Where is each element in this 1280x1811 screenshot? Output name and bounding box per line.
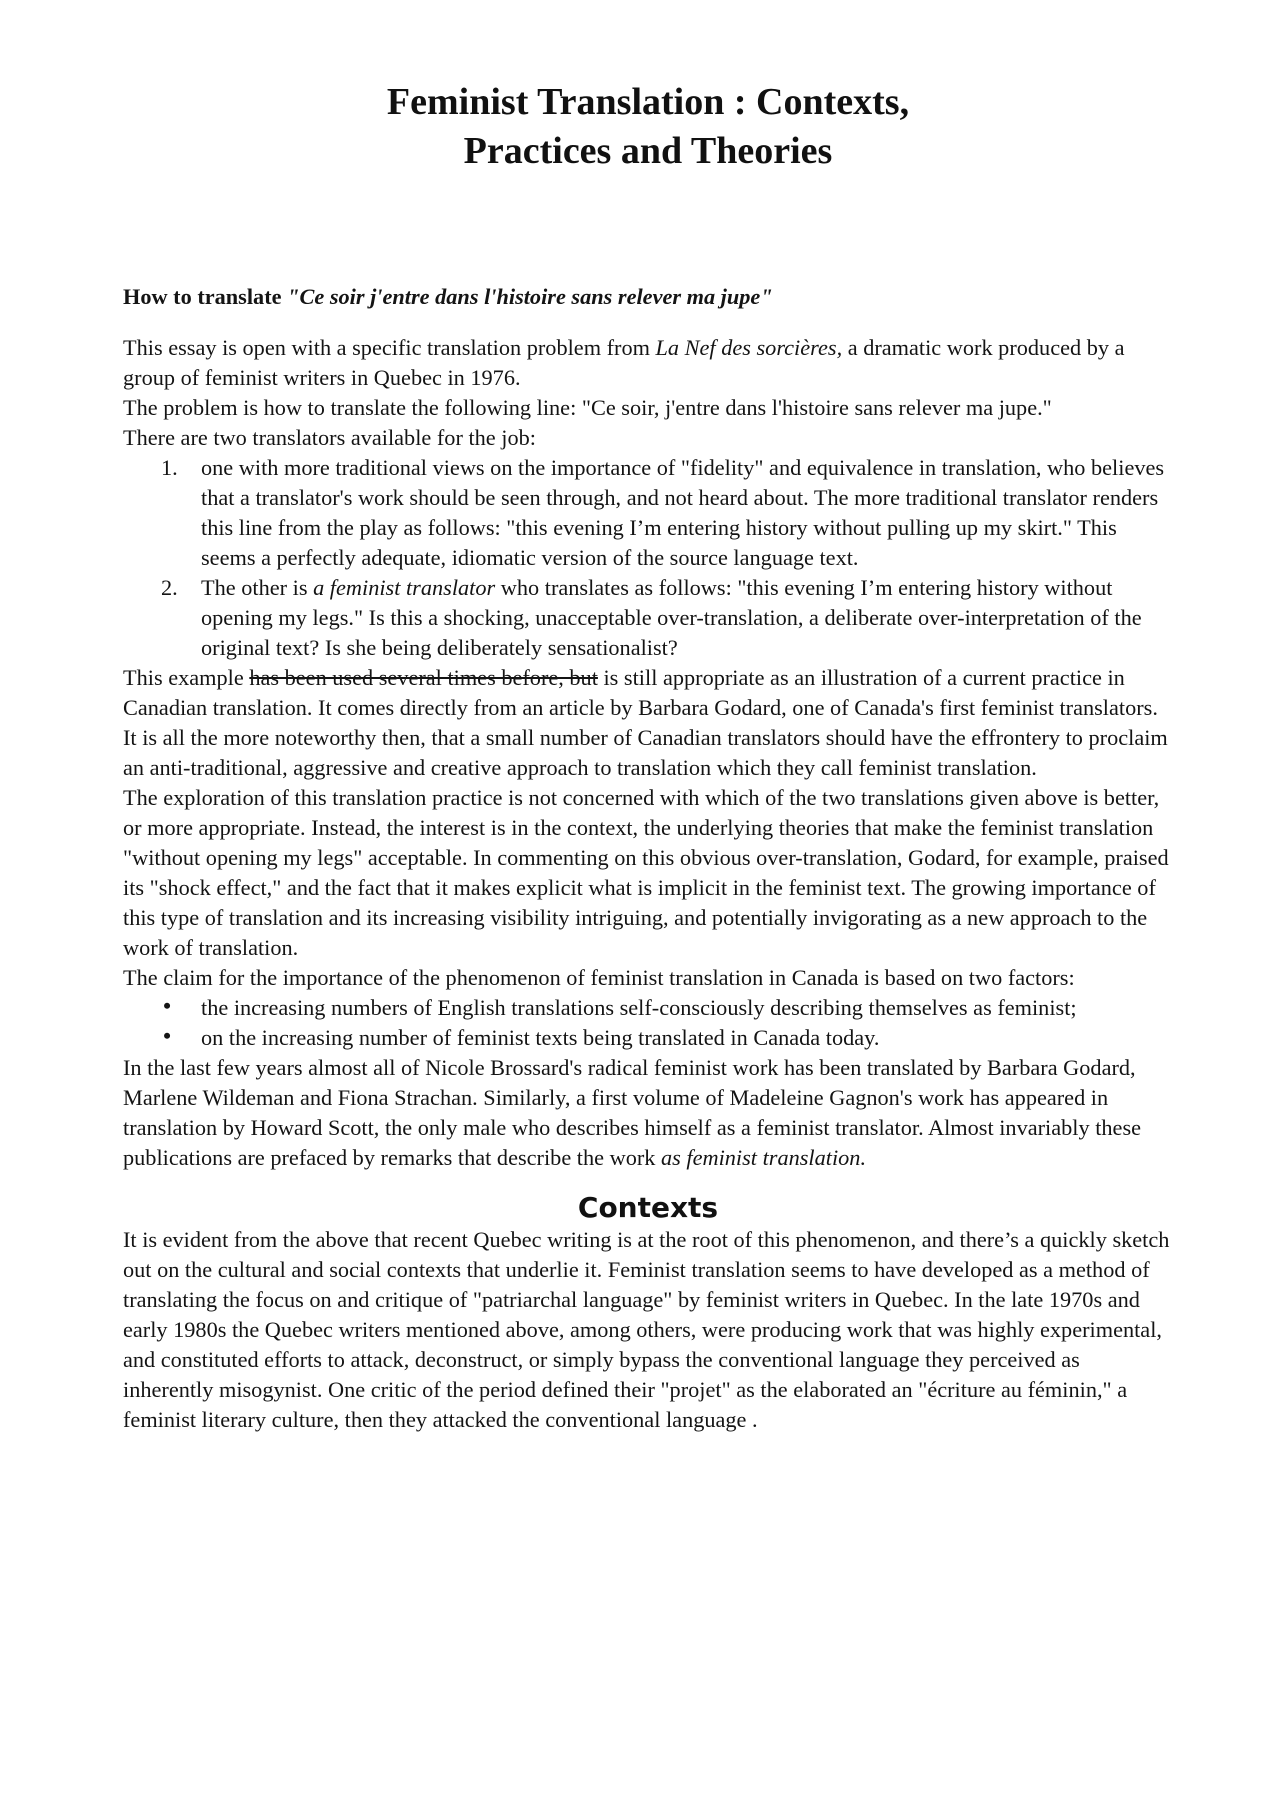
factor-list <box>123 993 1173 1053</box>
title-line-1: Feminist Translation : Contexts, <box>386 81 910 123</box>
body-paragraph-claim: The claim for the importance of the phenomenon of feminist translation in Canada is based on two factors: <box>123 965 1075 990</box>
list-number: 2. <box>161 575 178 600</box>
body-paragraph-exploration: The exploration of this translation practice is not concerned with which of the two translations given above is better, or more appropriate. Instead, the interest is in the context, the underlying theories that make the feminist translation "without opening my legs" acceptable. In commenting on this obvious over-translation, Godard, for example, praised its "shock effect," and the fact that it makes explicit what is implicit in the feminist text. The growing importance of this type of translation and its increasing visibility intriguing, and potentially invigorating as a new approach to the work of translation. <box>123 785 1169 960</box>
subheading-prefix: How to translate <box>123 284 288 309</box>
intro-paragraph-2: The problem is how to translate the following line: "Ce soir, j'entre dans l'histoire sans relever ma jupe." <box>123 395 1052 420</box>
contexts-heading: Contexts <box>577 1191 719 1224</box>
subheading-quote: "Ce soir j'entre dans l'histoire sans relever ma jupe" <box>287 284 773 309</box>
body-paragraph-example <box>123 663 1173 783</box>
list-item-text-b: who translates as follows: "this evening I’m entering history without opening my legs." Is this a shocking, unacceptable over-translation, a deliberate over-interpretation of the original text? Is she being deliberately sensationalist? <box>201 575 1142 660</box>
struck-text: has been used several times before, but <box>249 665 598 690</box>
list-item-text: the increasing numbers of English translations self-consciously describing themselves as feminist; <box>201 995 1077 1020</box>
list-item-text: on the increasing number of feminist texts being translated in Canada today. <box>201 1025 880 1050</box>
list-item <box>123 1023 1173 1053</box>
example-text-a: This example <box>123 665 250 690</box>
contexts-paragraph: It is evident from the above that recent Quebec writing is at the root of this phenomenon, and there’s a quickly sketch out on the cultural and social contexts that underlie it. Feminist translation seems to have developed as a method of translating the focus on and critique of "patriarchal language" by feminist writers in Quebec. In the late 1970s and early 1980s the Quebec writers mentioned above, among others, were producing work that was highly experimental, and constituted efforts to attack, deconstruct, or simply bypass the conventional language they perceived as inherently misogynist. One critic of the period defined their "projet" as the elaborated an "écriture au féminin," a feminist literary culture, then they attacked the conventional language . <box>123 1227 1170 1432</box>
list-item-text: one with more traditional views on the importance of "fidelity" and equivalence in translation, who believes that a translator's work should be seen through, and not heard about. The more traditional translator renders this line from the play as follows: "this evening I’m entering history without pulling up my skirt." This seems a perfectly adequate, idiomatic version of the source language text. <box>201 455 1165 570</box>
list-item-text-a: The other is <box>201 575 314 600</box>
list-number: 1. <box>161 455 178 480</box>
section-subheading <box>123 282 1173 312</box>
work-title: La Nef des sorcières, <box>655 335 843 360</box>
bullet-icon: • <box>163 1023 171 1048</box>
list-item-emphasis: a feminist translator <box>313 575 496 600</box>
list-item <box>123 453 1173 573</box>
list-item <box>123 573 1173 663</box>
document-page <box>123 78 1173 1435</box>
list-item <box>123 993 1173 1023</box>
translator-list <box>123 453 1173 663</box>
intro-paragraph-1 <box>123 333 1173 393</box>
bullet-icon: • <box>163 993 171 1018</box>
example-text-b: is still appropriate as an illustration of a current practice in Canadian translation. It comes directly from an article by Barbara Godard, one of Canada's first feminist translators. It is all the more noteworthy then, that a small number of Canadian translators should have the effrontery to proclaim an anti-traditional, aggressive and creative approach to translation which they call feminist translation. <box>123 665 1168 780</box>
intro-p1-text-a: This essay is open with a specific translation problem from <box>123 335 656 360</box>
body-paragraph-closing <box>123 1053 1173 1173</box>
intro-paragraph-3: There are two translators available for the job: <box>123 425 536 450</box>
title-line-2: Practices and Theories <box>463 130 833 172</box>
document-title <box>123 78 1173 176</box>
closing-emphasis: as feminist translation. <box>661 1145 867 1170</box>
intro-p1-text-b: a dramatic work produced by a group of feminist writers in Quebec in 1976. <box>123 335 1125 390</box>
closing-text: In the last few years almost all of Nicole Brossard's radical feminist work has been translated by Barbara Godard, Marlene Wildeman and Fiona Strachan. Similarly, a first volume of Madeleine Gagnon's work has appeared in translation by Howard Scott, the only male who describes himself as a feminist translator. Almost invariably these publications are prefaced by remarks that describe the work <box>123 1055 1142 1170</box>
